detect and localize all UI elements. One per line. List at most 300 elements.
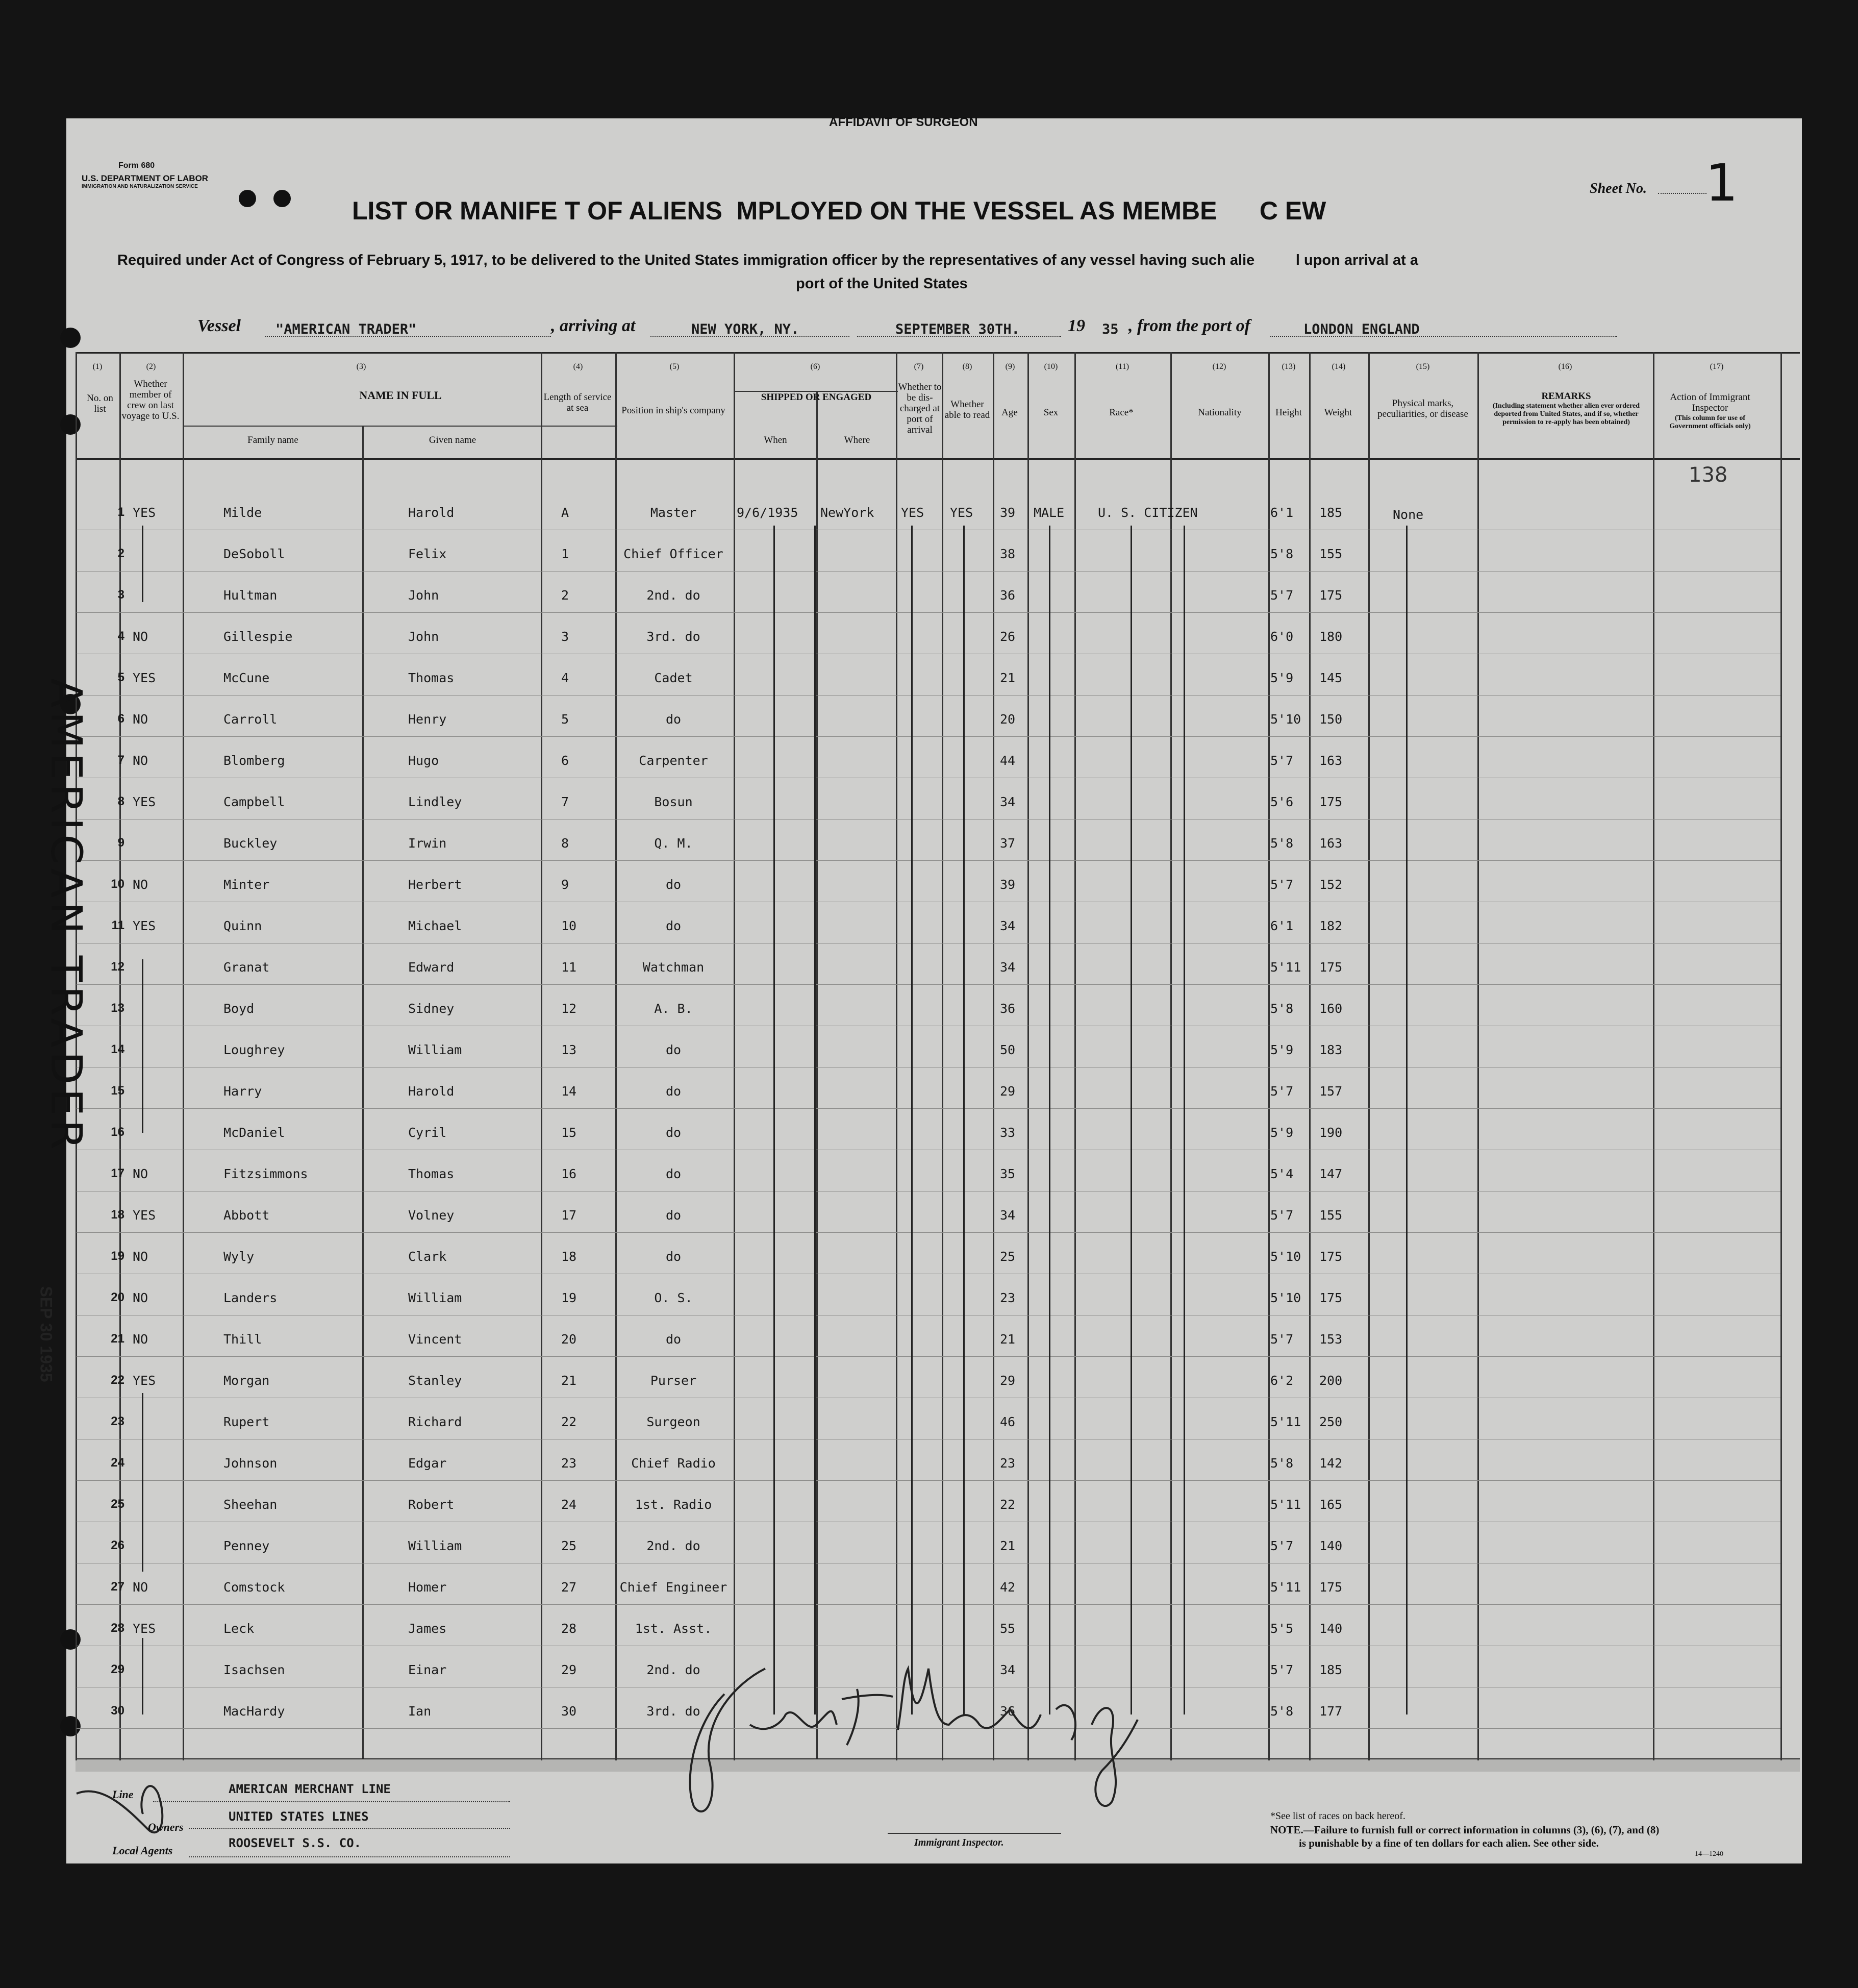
from-label: , from the port of	[1128, 316, 1250, 335]
line-value: AMERICAN MERCHANT LINE	[229, 1782, 391, 1796]
given-name: Lindley	[408, 794, 462, 809]
position: Purser	[650, 1373, 697, 1388]
position: 3rd. do	[646, 1704, 700, 1719]
column-rule	[1368, 352, 1370, 1760]
crew-member-status: YES	[133, 794, 156, 809]
header-race: Race*	[1109, 407, 1134, 418]
ditto-line	[142, 959, 143, 1133]
row-number: 28	[111, 1621, 124, 1635]
owners-value: UNITED STATES LINES	[229, 1809, 369, 1824]
age: 36	[1000, 1704, 1016, 1719]
height: 5'7	[1270, 753, 1294, 768]
vessel-label: Vessel	[197, 316, 241, 335]
family-name: Harry	[223, 1084, 262, 1099]
given-name: Robert	[408, 1497, 455, 1512]
ditto-line	[963, 526, 965, 1714]
age: 44	[1000, 753, 1016, 768]
family-name: Campbell	[223, 794, 285, 809]
column-number: (4)	[573, 362, 583, 371]
crew-member-status: NO	[133, 629, 148, 644]
row-number: 1	[117, 505, 124, 519]
name-divider	[184, 426, 617, 427]
service-length: 4	[561, 670, 569, 685]
crew-member-status: NO	[133, 1249, 148, 1264]
height: 5'7	[1270, 1538, 1294, 1553]
height: 5'11	[1270, 1580, 1301, 1595]
row-number: 14	[111, 1042, 124, 1056]
service-length: 3	[561, 629, 569, 644]
service-length: 28	[561, 1621, 577, 1636]
age: 29	[1000, 1084, 1016, 1099]
weight: 182	[1319, 918, 1343, 933]
height: 6'1	[1270, 918, 1294, 933]
service-length: 24	[561, 1497, 577, 1512]
crew-member-status: YES	[133, 1208, 156, 1223]
header-age: Age	[1001, 407, 1018, 418]
service-length: 27	[561, 1580, 577, 1595]
service-length: 9	[561, 877, 569, 892]
service-length: 20	[561, 1332, 577, 1347]
height: 5'8	[1270, 1001, 1294, 1016]
family-name: Leck	[223, 1621, 255, 1636]
family-name: Minter	[223, 877, 270, 892]
row-number: 16	[111, 1125, 124, 1139]
weight: 147	[1319, 1166, 1343, 1181]
weight: 175	[1319, 1249, 1343, 1264]
row-number: 18	[111, 1208, 124, 1222]
row-number: 30	[111, 1704, 124, 1718]
column-number: (16)	[1558, 362, 1572, 371]
column-number: (8)	[962, 362, 972, 371]
height: 5'4	[1270, 1166, 1294, 1181]
row-number: 17	[111, 1166, 124, 1180]
given-name: Irwin	[408, 836, 447, 851]
inspector-signature	[663, 1607, 1199, 1822]
family-name: McCune	[223, 670, 270, 685]
ditto-line	[773, 526, 775, 1714]
row-rule	[77, 612, 1780, 613]
form-number: Form 680	[118, 161, 155, 170]
header-bottom-border	[76, 458, 1800, 460]
column-number: (7)	[914, 362, 924, 371]
ditto-line	[142, 526, 143, 602]
position: do	[665, 877, 682, 892]
given-name: Volney	[408, 1208, 455, 1223]
age: 35	[1000, 1166, 1016, 1181]
position: Watchman	[642, 960, 705, 975]
crew-member-status: YES	[133, 918, 156, 933]
row-number: 9	[117, 836, 124, 850]
service-length: A	[561, 505, 569, 520]
header-position: Position in ship's company	[621, 405, 725, 416]
ditto-line	[1184, 526, 1185, 1714]
age: 36	[1000, 1001, 1016, 1016]
family-name: Quinn	[223, 918, 262, 933]
crew-member-status: NO	[133, 712, 148, 727]
column-number: (5)	[669, 362, 680, 371]
weight: 153	[1319, 1332, 1343, 1347]
service-length: 10	[561, 918, 577, 933]
column-rule	[1309, 352, 1311, 1760]
owners-dots	[189, 1828, 510, 1829]
age: 34	[1000, 1208, 1016, 1223]
column-rule	[362, 426, 364, 1758]
column-rule	[1170, 352, 1172, 1760]
crew-member-status: NO	[133, 753, 148, 768]
column-rule	[942, 352, 943, 1760]
age: 39	[1000, 877, 1016, 892]
service-length: 13	[561, 1042, 577, 1057]
age: 46	[1000, 1414, 1016, 1429]
binder-hole	[239, 190, 256, 207]
column-number: (14)	[1332, 362, 1346, 371]
row-rule	[77, 1356, 1780, 1357]
read-value: YES	[950, 505, 973, 520]
manifest-sheet	[66, 118, 1802, 1863]
given-name: Sidney	[408, 1001, 455, 1016]
owners-label: Owners	[148, 1821, 184, 1833]
row-number: 25	[111, 1497, 124, 1511]
age: 34	[1000, 1662, 1016, 1677]
from-port: LONDON ENGLAND	[1303, 321, 1420, 337]
crew-member-status: YES	[133, 1373, 156, 1388]
given-name: Stanley	[408, 1373, 462, 1388]
service-length: 5	[561, 712, 569, 727]
ditto-line	[1406, 526, 1408, 1714]
races-note: *See list of races on back hereof.	[1270, 1810, 1405, 1822]
position: 2nd. do	[646, 1538, 700, 1553]
header-weight: Weight	[1324, 407, 1352, 418]
given-name: Edward	[408, 960, 455, 975]
family-name: Sheehan	[223, 1497, 278, 1512]
header-height: Height	[1275, 407, 1302, 418]
binder-hole	[273, 190, 291, 207]
height: 5'9	[1270, 670, 1294, 685]
family-name: Buckley	[223, 836, 278, 851]
column-number: (13)	[1282, 362, 1296, 371]
row-rule	[77, 1480, 1780, 1481]
weight: 150	[1319, 712, 1343, 727]
subtitle-line2: port of the United States	[796, 276, 968, 292]
family-name: Wyly	[223, 1249, 255, 1264]
form-code: 14—1240	[1695, 1850, 1723, 1858]
column-number: (17)	[1710, 362, 1724, 371]
height: 5'5	[1270, 1621, 1294, 1636]
position: Bosun	[654, 794, 693, 809]
given-name: John	[408, 629, 439, 644]
position: 2nd. do	[646, 588, 700, 603]
subtitle: Required under Act of Congress of February 5, 1917, to be delivered to the United States immigration officer by the representatives of any vessel having such alie l upon arrival at a	[117, 252, 1419, 268]
header-member: Whether member of crew on last voyage to U.S.	[121, 379, 180, 421]
given-name: Herbert	[408, 877, 462, 892]
family-name: Fitzsimmons	[223, 1166, 308, 1181]
agents-label: Local Agents	[112, 1844, 173, 1857]
arriving-label: , arriving at	[551, 316, 636, 335]
height: 5'7	[1270, 877, 1294, 892]
row-rule	[77, 1232, 1780, 1233]
position: Chief Engineer	[619, 1580, 727, 1595]
given-name: Harold	[408, 505, 455, 520]
note-line1: NOTE.—Failure to furnish full or correct information in columns (3), (6), (7), and (8)	[1270, 1824, 1660, 1836]
family-name: Johnson	[223, 1456, 278, 1471]
height: 5'11	[1270, 1414, 1301, 1429]
weight: 145	[1319, 670, 1343, 685]
height: 5'6	[1270, 794, 1294, 809]
position: Q. M.	[654, 836, 693, 851]
row-number: 22	[111, 1373, 124, 1387]
age: 21	[1000, 670, 1016, 685]
weight: 200	[1319, 1373, 1343, 1388]
weight: 185	[1319, 505, 1343, 520]
family-name: Blomberg	[223, 753, 285, 768]
row-number: 2	[117, 546, 124, 560]
header-nationality: Nationality	[1198, 407, 1242, 418]
row-number: 8	[117, 794, 124, 808]
weight: 140	[1319, 1621, 1343, 1636]
family-name: Morgan	[223, 1373, 270, 1388]
binder-hole	[60, 1716, 81, 1736]
service-length: 16	[561, 1166, 577, 1181]
service-length: 14	[561, 1084, 577, 1099]
given-name: Clark	[408, 1249, 447, 1264]
family-name: Carroll	[223, 712, 278, 727]
family-name: Milde	[223, 505, 262, 520]
column-rule	[1074, 352, 1076, 1760]
row-number: 13	[111, 1001, 124, 1015]
header-when: When	[764, 435, 787, 445]
weight: 155	[1319, 546, 1343, 561]
position: Carpenter	[639, 753, 708, 768]
column-rule	[541, 352, 542, 1760]
height: 5'8	[1270, 1704, 1294, 1719]
weight: 155	[1319, 1208, 1343, 1223]
family-name: Penney	[223, 1538, 270, 1553]
header-length: Length of service at sea	[543, 392, 612, 413]
height: 5'8	[1270, 1456, 1294, 1471]
weight: 140	[1319, 1538, 1343, 1553]
row-number: 4	[117, 629, 124, 643]
crew-member-status: NO	[133, 877, 148, 892]
binder-hole	[60, 414, 81, 435]
ditto-line	[1049, 526, 1050, 1714]
discharged-value: YES	[901, 505, 924, 520]
age: 29	[1000, 1373, 1016, 1388]
weight: 160	[1319, 1001, 1343, 1016]
column-number: (1)	[92, 362, 103, 371]
family-name: McDaniel	[223, 1125, 285, 1140]
sheet-label: Sheet No.	[1590, 181, 1647, 196]
column-number: (15)	[1416, 362, 1430, 371]
crew-member-status: NO	[133, 1580, 148, 1595]
weight: 185	[1319, 1662, 1343, 1677]
column-rule	[1268, 352, 1270, 1760]
position: 2nd. do	[646, 1662, 700, 1677]
position: Chief Officer	[623, 546, 723, 561]
service-length: 11	[561, 960, 577, 975]
column-rule	[1027, 352, 1029, 1760]
height: 5'11	[1270, 1497, 1301, 1512]
position: do	[665, 712, 682, 727]
ditto-line	[142, 1393, 143, 1572]
weight: 175	[1319, 794, 1343, 809]
sheet-dots	[1658, 193, 1706, 194]
line-dots	[153, 1801, 510, 1802]
given-name: William	[408, 1042, 462, 1057]
height: 5'7	[1270, 588, 1294, 603]
weight: 152	[1319, 877, 1343, 892]
shipped-when: 9/6/1935	[737, 505, 798, 520]
ditto-line	[1131, 526, 1132, 1714]
given-name: Einar	[408, 1662, 447, 1677]
column-number: (11)	[1115, 362, 1129, 371]
age: 39	[1000, 505, 1016, 520]
column-rule	[1477, 352, 1479, 1760]
arriving-port: NEW YORK, NY.	[691, 321, 799, 337]
crew-member-status: YES	[133, 505, 156, 520]
height: 5'7	[1270, 1332, 1294, 1347]
family-name: Rupert	[223, 1414, 270, 1429]
height: 5'8	[1270, 836, 1294, 851]
row-number: 12	[111, 960, 124, 974]
weight: 163	[1319, 753, 1343, 768]
binder-hole	[60, 328, 81, 348]
row-number: 20	[111, 1290, 124, 1304]
given-name: Richard	[408, 1414, 462, 1429]
service-length: 2	[561, 588, 569, 603]
arrival-date: SEPTEMBER 30TH.	[895, 321, 1020, 337]
age: 23	[1000, 1456, 1016, 1471]
position: Cadet	[654, 670, 693, 685]
age: 26	[1000, 629, 1016, 644]
header-read: Whether able to read	[944, 399, 990, 420]
row-number: 7	[117, 753, 124, 767]
given-name: Ian	[408, 1704, 432, 1719]
given-name: Thomas	[408, 670, 455, 685]
given-name: Homer	[408, 1580, 447, 1595]
column-rule	[183, 352, 184, 1760]
row-rule	[77, 1108, 1780, 1109]
age: 33	[1000, 1125, 1016, 1140]
header-action: Action of Immigrant Inspector	[1670, 392, 1750, 413]
position: Master	[650, 505, 697, 520]
inspector-line	[888, 1833, 1061, 1834]
row-rule	[77, 1604, 1780, 1605]
service-length: 23	[561, 1456, 577, 1471]
height: 6'1	[1270, 505, 1294, 520]
given-name: Harold	[408, 1084, 455, 1099]
ditto-line	[814, 526, 816, 1714]
weight: 175	[1319, 588, 1343, 603]
age: 50	[1000, 1042, 1016, 1057]
top-stamp: AFFIDAVIT OF SURGEON	[829, 115, 978, 129]
family-name: Gillespie	[223, 629, 293, 644]
binder-hole	[60, 1629, 81, 1650]
position: do	[665, 1208, 682, 1223]
family-name: Granat	[223, 960, 270, 975]
header-given: Given name	[429, 435, 476, 445]
service-length: 12	[561, 1001, 577, 1016]
age: 55	[1000, 1621, 1016, 1636]
vessel-name: "AMERICAN TRADER"	[275, 321, 417, 337]
family-name: Boyd	[223, 1001, 255, 1016]
ditto-line	[142, 1638, 143, 1714]
header-sex: Sex	[1043, 407, 1059, 418]
given-name: Henry	[408, 712, 447, 727]
weight: 175	[1319, 1580, 1343, 1595]
family-name: Comstock	[223, 1580, 285, 1595]
age: 37	[1000, 836, 1016, 851]
nationality-value: U. S. CITIZEN	[1098, 505, 1198, 520]
row-number: 19	[111, 1249, 124, 1263]
column-number: (6)	[810, 362, 820, 371]
note-line2: is punishable by a fine of ten dollars for each alien. See other side.	[1299, 1837, 1599, 1849]
row-number: 26	[111, 1538, 124, 1552]
header-family: Family name	[247, 435, 298, 445]
age: 36	[1000, 588, 1016, 603]
crew-member-status: NO	[133, 1290, 148, 1305]
age: 42	[1000, 1580, 1016, 1595]
weight: 183	[1319, 1042, 1343, 1057]
height: 5'10	[1270, 1249, 1301, 1264]
height: 5'7	[1270, 1662, 1294, 1677]
age: 21	[1000, 1332, 1016, 1347]
row-number: 3	[117, 588, 124, 602]
header-action-sub: (This column for use of Government officials only)	[1669, 414, 1751, 430]
position: do	[665, 1166, 682, 1181]
weight: 250	[1319, 1414, 1343, 1429]
header-physical: Physical marks, peculiarities, or disease	[1377, 398, 1468, 419]
header-no: No. on list	[87, 393, 113, 414]
weight: 180	[1319, 629, 1343, 644]
column-rule	[1780, 352, 1782, 1760]
height: 5'8	[1270, 546, 1294, 561]
position: do	[665, 1042, 682, 1057]
position: 1st. Asst.	[635, 1621, 712, 1636]
weight: 175	[1319, 960, 1343, 975]
row-number: 6	[117, 712, 124, 726]
age: 34	[1000, 960, 1016, 975]
age: 22	[1000, 1497, 1016, 1512]
height: 5'7	[1270, 1208, 1294, 1223]
department: U.S. DEPARTMENT OF LABOR	[82, 173, 209, 183]
header-remarks: REMARKS	[1541, 391, 1591, 402]
row-number: 27	[111, 1580, 124, 1594]
line-label: Line	[112, 1788, 134, 1801]
row-rule	[77, 984, 1780, 985]
age: 21	[1000, 1538, 1016, 1553]
age: 34	[1000, 794, 1016, 809]
given-name: Vincent	[408, 1332, 462, 1347]
row-number: 11	[111, 918, 124, 932]
shipped-where: NewYork	[820, 505, 874, 520]
sex-value: MALE	[1034, 505, 1065, 520]
page-title: LIST OR MANIFE T OF ALIENS MPLOYED ON THE VESSEL AS MEMBE C EW	[352, 196, 1326, 225]
service-length: 15	[561, 1125, 577, 1140]
crew-member-status: YES	[133, 1621, 156, 1636]
given-name: Felix	[408, 546, 447, 561]
weight: 163	[1319, 836, 1343, 851]
height: 5'10	[1270, 712, 1301, 727]
physical-value: None	[1393, 507, 1424, 522]
position: do	[665, 1332, 682, 1347]
height: 5'7	[1270, 1084, 1294, 1099]
row-rule	[77, 860, 1780, 861]
service-length: 30	[561, 1704, 577, 1719]
weight: 177	[1319, 1704, 1343, 1719]
crew-member-status: NO	[133, 1166, 148, 1181]
family-name: Loughrey	[223, 1042, 285, 1057]
height: 6'0	[1270, 629, 1294, 644]
